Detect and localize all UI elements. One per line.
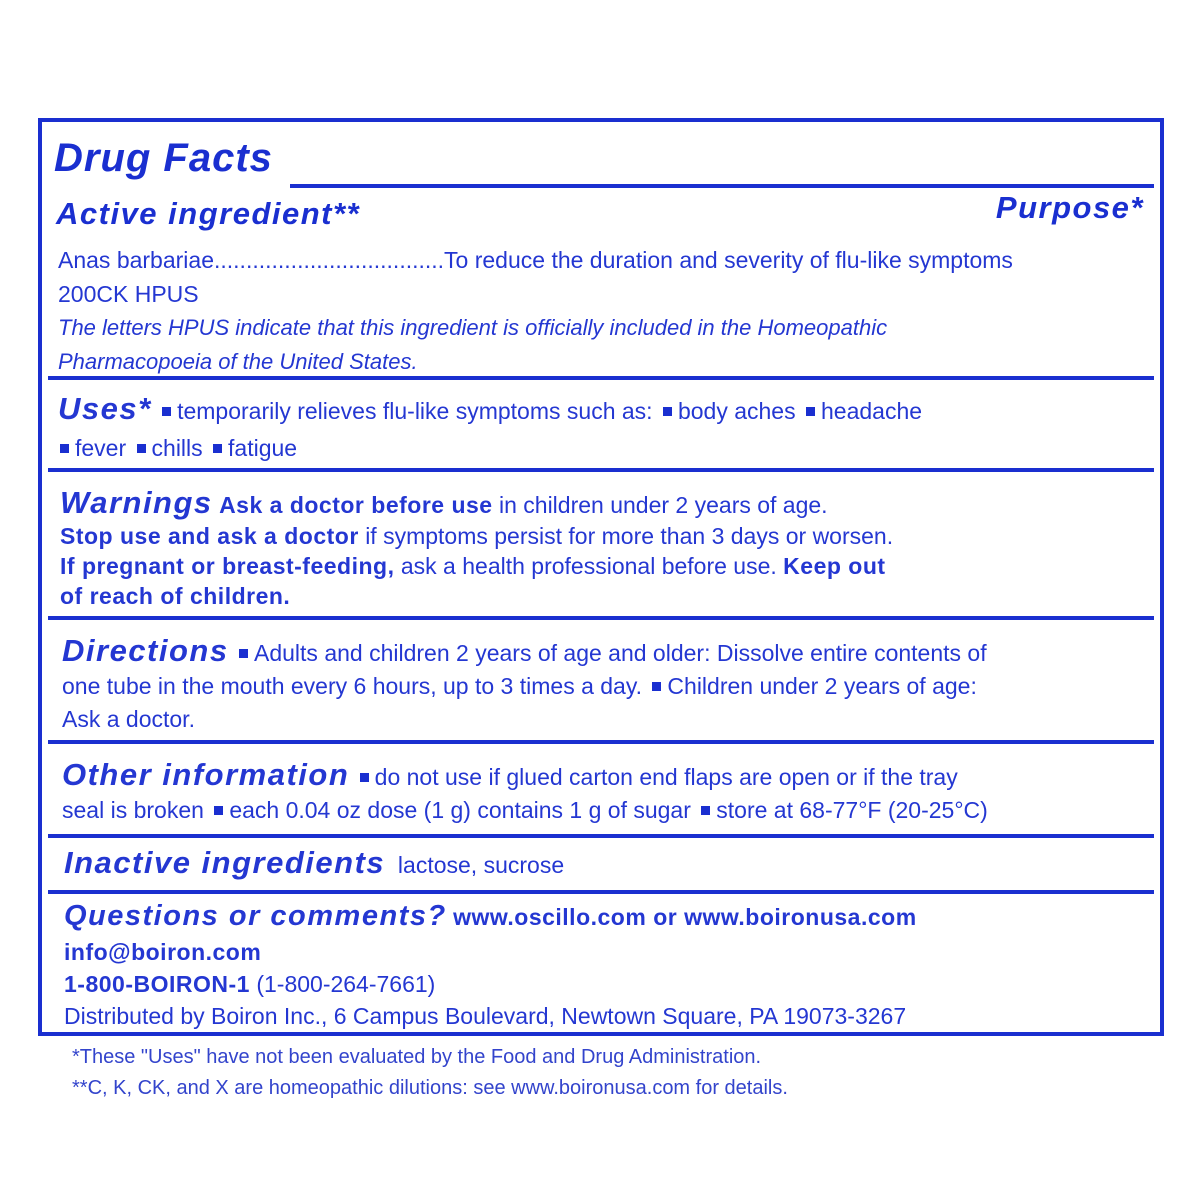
footnote-2: **C, K, CK, and X are homeopathic dilutions: see www.boironusa.com for details. (72, 1077, 788, 1099)
other-information-section (42, 744, 1160, 834)
directions-heading: Directions (62, 633, 229, 668)
uses-intro: temporarily relieves flu-like symptoms such as: (177, 398, 653, 424)
phone-line (64, 968, 435, 1001)
other-information-heading: Other information (62, 757, 350, 792)
other-line1 (62, 758, 958, 794)
bullet-icon (239, 649, 248, 658)
warnings-section (42, 472, 1160, 616)
other-line2 (62, 794, 988, 827)
inactive-line (64, 846, 564, 882)
directions-text: Children under 2 years of age: (667, 673, 977, 699)
directions-line2 (62, 670, 977, 703)
use-item: headache (820, 398, 923, 424)
questions-line1 (64, 900, 917, 934)
bullet-icon (701, 806, 710, 815)
websites[interactable]: www.oscillo.com or www.boironusa.com (453, 904, 917, 930)
questions-section (42, 894, 1160, 1036)
warning-text: in children under 2 years of age. (498, 492, 828, 518)
title-section (42, 130, 1160, 190)
title-rule (290, 184, 1154, 188)
bullet-icon (663, 407, 672, 416)
warnings-line4: of reach of children. (60, 583, 291, 609)
email-link[interactable]: info@boiron.com (64, 939, 262, 965)
questions-heading: Questions or comments? (64, 900, 447, 932)
uses-heading: Uses* (58, 391, 152, 426)
use-item: chills (151, 435, 203, 461)
page-title: Drug Facts (54, 136, 273, 180)
inactive-ingredients-value: lactose, sucrose (397, 852, 565, 878)
bullet-icon (213, 444, 222, 453)
directions-text: Adults and children 2 years of age and older: Dissolve entire contents of (254, 640, 987, 666)
distributor: Distributed by Boiron Inc., 6 Campus Boulevard, Newtown Square, PA 19073-3267 (64, 1003, 907, 1029)
warning-bold: If pregnant or breast-feeding, (60, 553, 395, 579)
directions-line1 (62, 634, 987, 670)
purpose-text: To reduce the duration and severity of flu-like symptoms (444, 247, 1013, 273)
ingredient-name: Anas barbariae (58, 247, 214, 273)
inactive-ingredients-heading: Inactive ingredients (64, 845, 386, 880)
potency: 200CK HPUS (58, 281, 199, 307)
bullet-icon (360, 773, 369, 782)
phone-bold[interactable]: 1-800-BOIRON-1 (64, 971, 250, 997)
directions-line3: Ask a doctor. (62, 706, 195, 732)
uses-line2 (56, 432, 297, 465)
active-ingredient-section (42, 190, 1160, 376)
directions-text: one tube in the mouth every 6 hours, up to 3 times a day. (62, 673, 643, 699)
warnings-line3 (60, 550, 886, 583)
active-ingredient-heading: Active ingredient** (56, 196, 361, 231)
warnings-line2 (60, 520, 893, 553)
bullet-icon (214, 806, 223, 815)
phone-digits: (1-800-264-7661) (256, 971, 436, 997)
hpus-note-line1: The letters HPUS indicate that this ingredient is officially included in the Homeopathic (58, 315, 888, 340)
dot-leader: .................................... (214, 247, 445, 273)
drug-facts-panel (38, 118, 1164, 1036)
bullet-icon (652, 682, 661, 691)
warning-bold: Ask a doctor before use (219, 492, 493, 518)
other-text: seal is broken (62, 797, 204, 823)
warning-bold: Keep out (783, 553, 886, 579)
use-item: fever (75, 435, 127, 461)
other-text: store at 68-77°F (20-25°C) (716, 797, 988, 823)
footnote-1: *These "Uses" have not been evaluated by the Food and Drug Administration. (72, 1046, 762, 1068)
uses-section (42, 380, 1160, 468)
bullet-icon (60, 444, 69, 453)
warning-text: ask a health professional before use. (400, 553, 777, 579)
hpus-note-line2: Pharmacopoeia of the United States. (58, 349, 418, 374)
other-text: do not use if glued carton end flaps are open or if the tray (374, 764, 958, 790)
ingredient-line (58, 244, 1013, 277)
bullet-icon (137, 444, 146, 453)
purpose-heading: Purpose* (995, 190, 1144, 225)
use-item: body aches (677, 398, 796, 424)
bullet-icon (162, 407, 171, 416)
directions-section (42, 620, 1160, 740)
uses-line1 (58, 392, 922, 428)
warnings-heading: Warnings (60, 485, 213, 520)
inactive-ingredients-section (42, 838, 1160, 890)
bullet-icon (806, 407, 815, 416)
use-item: fatigue (228, 435, 298, 461)
warnings-line1 (60, 486, 828, 522)
warning-bold: Stop use and ask a doctor (60, 523, 359, 549)
other-text: each 0.04 oz dose (1 g) contains 1 g of sugar (229, 797, 691, 823)
warning-text: if symptoms persist for more than 3 days or worsen. (365, 523, 894, 549)
